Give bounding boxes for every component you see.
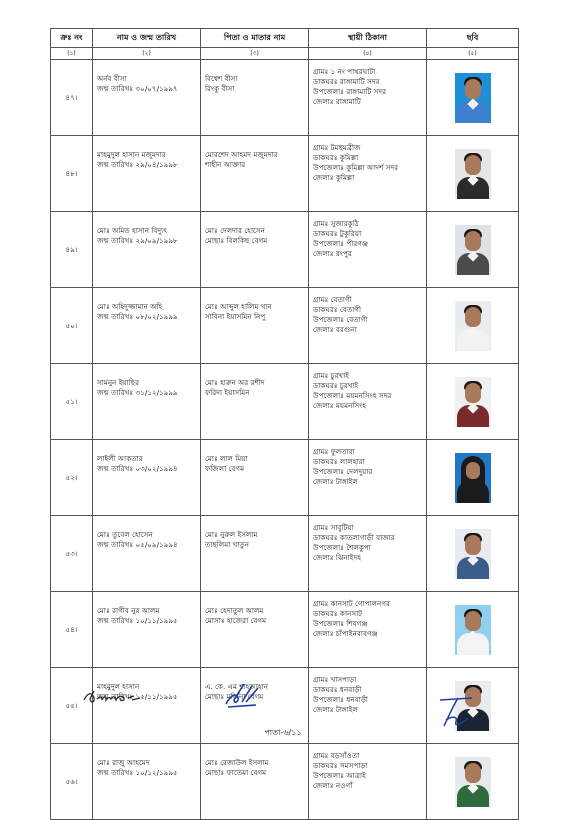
address-line: ডাকঘরঃ লালহারা <box>313 457 365 466</box>
date-of-birth: জন্ম তারিখঃ ২৯/০৪/১৯৯৮ <box>97 160 178 169</box>
address-line: উপজেলাঃ শৈলকুপা <box>313 543 371 552</box>
parents-cell <box>201 212 309 288</box>
table-row <box>51 364 519 440</box>
name-dob-cell <box>93 60 201 136</box>
header-row <box>51 29 519 48</box>
candidate-photo <box>455 225 491 275</box>
address-line: উপজেলাঃ ময়মনসিংহ সদর <box>313 391 392 400</box>
address-line: গ্রামঃ বেতাগী <box>313 295 352 304</box>
mother-name: রিংকু বীসা <box>205 84 235 93</box>
address-line: ডাকঘরঃ চুরখাই <box>313 381 359 390</box>
mother-name: ফরিদা ইয়াসমিন <box>205 388 250 397</box>
father-name: মোরশেদ আহমদ মজুমদার <box>205 150 278 159</box>
mother-name: মোছাঃ ফাতেমা বেগম <box>205 768 267 777</box>
address-line: গ্রামঃ টমছমব্রীজ <box>313 143 361 152</box>
date-of-birth: জন্ম তারিখঃ ৩১/১২/১৯৯৯ <box>97 388 178 397</box>
candidate-photo <box>455 529 491 579</box>
table-row <box>51 440 519 516</box>
candidate-name: মাহমুদুল হাসান মজুমদার <box>97 150 166 159</box>
father-name: মোঃ আব্দুল হালিম খান <box>205 302 272 311</box>
name-dob-cell <box>93 212 201 288</box>
column-index: (২) <box>93 48 201 60</box>
photo-cell <box>427 136 519 212</box>
serial-number: ৫৪। <box>51 592 93 668</box>
signature-middle <box>222 680 262 710</box>
candidate-name: লাইলী আকতার <box>97 454 143 463</box>
name-dob-cell <box>93 592 201 668</box>
signature-left <box>82 686 146 708</box>
address-cell <box>309 288 427 364</box>
mother-name: শাহীন আক্তার <box>205 160 246 169</box>
candidate-photo <box>455 149 491 199</box>
address-line: ডাকঘরঃ কাতলাগাড়ী বাজার <box>313 533 395 542</box>
mother-name: সাবিনা ইয়াসমিন নিপু <box>205 312 266 321</box>
table-row <box>51 516 519 592</box>
table-row <box>51 288 519 364</box>
candidate-name: মোঃ তুবেল হোসেন <box>97 530 153 539</box>
father-name: মোঃ রেজাউল ইসলাম <box>205 758 269 767</box>
address-line: ডাকঘরঃ সমসপাড়া <box>313 761 368 770</box>
table-row <box>51 60 519 136</box>
address-line: উপজেলাঃ কুমিল্লা আদর্শ সদর <box>313 163 399 172</box>
candidate-name: সামনুন ইয়াছির <box>97 378 140 387</box>
header-parents: পিতা ও মাতার নাম <box>201 29 309 48</box>
date-of-birth: জন্ম তারিখঃ ২৯/০৯/১৯৯৮ <box>97 236 178 245</box>
name-dob-cell <box>93 136 201 212</box>
serial-number: ৫২। <box>51 440 93 516</box>
table-row <box>51 592 519 668</box>
page-number: পাতা-৬/১১ <box>264 728 302 737</box>
father-name: মোঃ নুরুল ইসলাম <box>205 530 258 539</box>
column-index: (১) <box>51 48 93 60</box>
serial-number: ৫০। <box>51 288 93 364</box>
photo-cell <box>427 440 519 516</box>
address-line: ডাকঘরঃ কানসাট <box>313 609 363 618</box>
address-line: জেলাঃ রংপুর <box>313 249 352 258</box>
father-name: মোঃ হেদাতুল আলম <box>205 606 264 615</box>
candidate-photo <box>455 757 491 807</box>
column-index: (৪) <box>309 48 427 60</box>
parents-cell <box>201 136 309 212</box>
address-cell <box>309 364 427 440</box>
address-line: উপজেলাঃ রাঙ্গামাটি সদর <box>313 87 387 96</box>
candidate-photo <box>455 73 491 123</box>
address-line: জেলাঃ টাঙ্গাইল <box>313 477 358 486</box>
candidate-photo <box>455 377 491 427</box>
mother-name: মোছাঃ মর্জিনা বেগম <box>205 692 264 701</box>
date-of-birth: জন্ম তারিখঃ ০৮/০২/১৯৯৯ <box>97 312 178 321</box>
header-serial: ক্রঃ নং <box>51 29 93 48</box>
address-line: উপজেলাঃ শিবগঞ্জ <box>313 619 368 628</box>
address-line: জেলাঃ বরগুনা <box>313 325 357 334</box>
candidate-name: মোঃ অহিদুজ্জামান অহি <box>97 302 163 311</box>
address-cell <box>309 516 427 592</box>
address-cell <box>309 60 427 136</box>
candidate-name: অর্নব বীসা <box>97 74 127 83</box>
date-of-birth: জন্ম তারিখঃ ১৫/১১/১৯৯৫ <box>97 692 178 701</box>
candidate-name: মোঃ অমিত হাসান বিদ্যুৎ <box>97 226 168 235</box>
mother-name: তাছলিমা খাতুন <box>205 540 250 549</box>
date-of-birth: জন্ম তারিখঃ ১০/১১/১৯৯৫ <box>97 616 178 625</box>
address-line: গ্রামঃ সাবুটিয়া <box>313 523 354 532</box>
address-line: গ্রামঃ খাসপাড়া <box>313 675 357 684</box>
address-line: জেলাঃ চাঁপাইনবাবগঞ্জ <box>313 629 378 638</box>
father-name: মোঃ লাল মিয়া <box>205 454 248 463</box>
parents-cell <box>201 364 309 440</box>
photo-cell <box>427 592 519 668</box>
date-of-birth: জন্ম তারিখঃ ১০/১২/১৯৯৫ <box>97 768 178 777</box>
address-line: উপজেলাঃ পীরগঞ্জ <box>313 239 369 248</box>
address-line: গ্রামঃ চুরখাই <box>313 371 349 380</box>
photo-cell <box>427 60 519 136</box>
address-line: উপজেলাঃ বেতাগী <box>313 315 368 324</box>
address-line: উপজেলাঃ আত্রাই <box>313 771 366 780</box>
photo-cell <box>427 364 519 440</box>
name-dob-cell <box>93 516 201 592</box>
address-line: গ্রামঃ সুজারকুঠি <box>313 219 359 228</box>
column-index-row <box>51 48 519 60</box>
table-row <box>51 744 519 820</box>
name-dob-cell <box>93 288 201 364</box>
serial-number: ৪৭। <box>51 60 93 136</box>
serial-number: ৫১। <box>51 364 93 440</box>
parents-cell <box>201 744 309 820</box>
column-index: (৫) <box>427 48 519 60</box>
address-line: জেলাঃ ময়মনসিংহ <box>313 401 367 410</box>
address-line: জেলাঃ ঝিনাইদহ <box>313 553 362 562</box>
signature-right <box>436 694 476 730</box>
father-name: মোঃ হারুন অর রশীদ <box>205 378 265 387</box>
header-photo: ছবি <box>427 29 519 48</box>
photo-cell <box>427 516 519 592</box>
address-line: উপজেলাঃ ধনবাড়ী <box>313 695 368 704</box>
address-line: গ্রামঃ ১ নং পাথরঘাটা <box>313 67 376 76</box>
column-index: (৩) <box>201 48 309 60</box>
address-line: ডাকঘরঃ বেতাগী <box>313 305 362 314</box>
parents-cell <box>201 440 309 516</box>
parents-cell <box>201 592 309 668</box>
address-line: ডাকঘরঃ টুকুরিয়া <box>313 229 362 238</box>
header-address: স্থায়ী ঠিকানা <box>309 29 427 48</box>
address-cell <box>309 440 427 516</box>
name-dob-cell <box>93 440 201 516</box>
candidate-photo <box>455 605 491 655</box>
mother-name: ফজিলা বেগম <box>205 464 245 473</box>
parents-cell <box>201 288 309 364</box>
parents-cell <box>201 516 309 592</box>
address-line: গ্রামঃ ফুলতারা <box>313 447 355 456</box>
father-name: মোঃ দেলদার হোসেন <box>205 226 265 235</box>
photo-cell <box>427 212 519 288</box>
father-name: এ. কে. এম শাহজাহান <box>205 682 269 691</box>
father-name: বিশ্বেশ বীসা <box>205 74 238 83</box>
address-line: ডাকঘরঃ ধনবাড়ী <box>313 685 362 694</box>
address-line: উপজেলাঃ দেলদুয়ার <box>313 467 373 476</box>
address-line: জেলাঃ রাঙ্গামাটি <box>313 97 361 106</box>
mother-name: মোসাঃ হাজেরা বেগম <box>205 616 267 625</box>
name-dob-cell <box>93 744 201 820</box>
table-row <box>51 136 519 212</box>
address-cell <box>309 212 427 288</box>
serial-number: ৪৮। <box>51 136 93 212</box>
header-name-dob: নাম ও জন্ম তারিখ <box>93 29 201 48</box>
address-line: জেলাঃ টাঙ্গাইল <box>313 705 358 714</box>
photo-cell <box>427 288 519 364</box>
table-row <box>51 212 519 288</box>
date-of-birth: জন্ম তারিখঃ ৩০/০৭/১৯৯৭ <box>97 84 178 93</box>
date-of-birth: জন্ম তারিখঃ ০৫/০৯/১৯৯৪ <box>97 540 178 549</box>
address-cell <box>309 136 427 212</box>
candidate-photo <box>455 453 491 503</box>
photo-cell <box>427 744 519 820</box>
candidate-photo <box>455 301 491 351</box>
address-cell <box>309 744 427 820</box>
serial-number: ৫৫। <box>51 668 93 744</box>
candidate-name: মাহমুদুল হাসান <box>97 682 140 691</box>
address-line: ডাকঘরঃ কুমিল্লা <box>313 153 359 162</box>
address-line: গ্রামঃ কানসাট গোপালনগর <box>313 599 390 608</box>
serial-number: ৪৯। <box>51 212 93 288</box>
address-line: জেলাঃ নওগাঁ <box>313 781 353 790</box>
address-line: জেলাঃ কুমিল্লা <box>313 173 355 182</box>
parents-cell <box>201 60 309 136</box>
candidate-name: মোঃ রাজু আহমেদ <box>97 758 150 767</box>
address-line: ডাকঘরঃ রাঙ্গামাটি সদর <box>313 77 380 86</box>
date-of-birth: জন্ম তারিখঃ ০৩/০২/১৯৯৪ <box>97 464 178 473</box>
serial-number: ৫৬। <box>51 744 93 820</box>
name-dob-cell <box>93 364 201 440</box>
mother-name: মোছাঃ বিলকিছ বেগম <box>205 236 268 245</box>
serial-number: ৫৩। <box>51 516 93 592</box>
candidate-name: মোঃ রাগীব নুর আলম <box>97 606 160 615</box>
address-line: গ্রামঃ বড়সাঁওতা <box>313 751 360 760</box>
address-cell <box>309 592 427 668</box>
